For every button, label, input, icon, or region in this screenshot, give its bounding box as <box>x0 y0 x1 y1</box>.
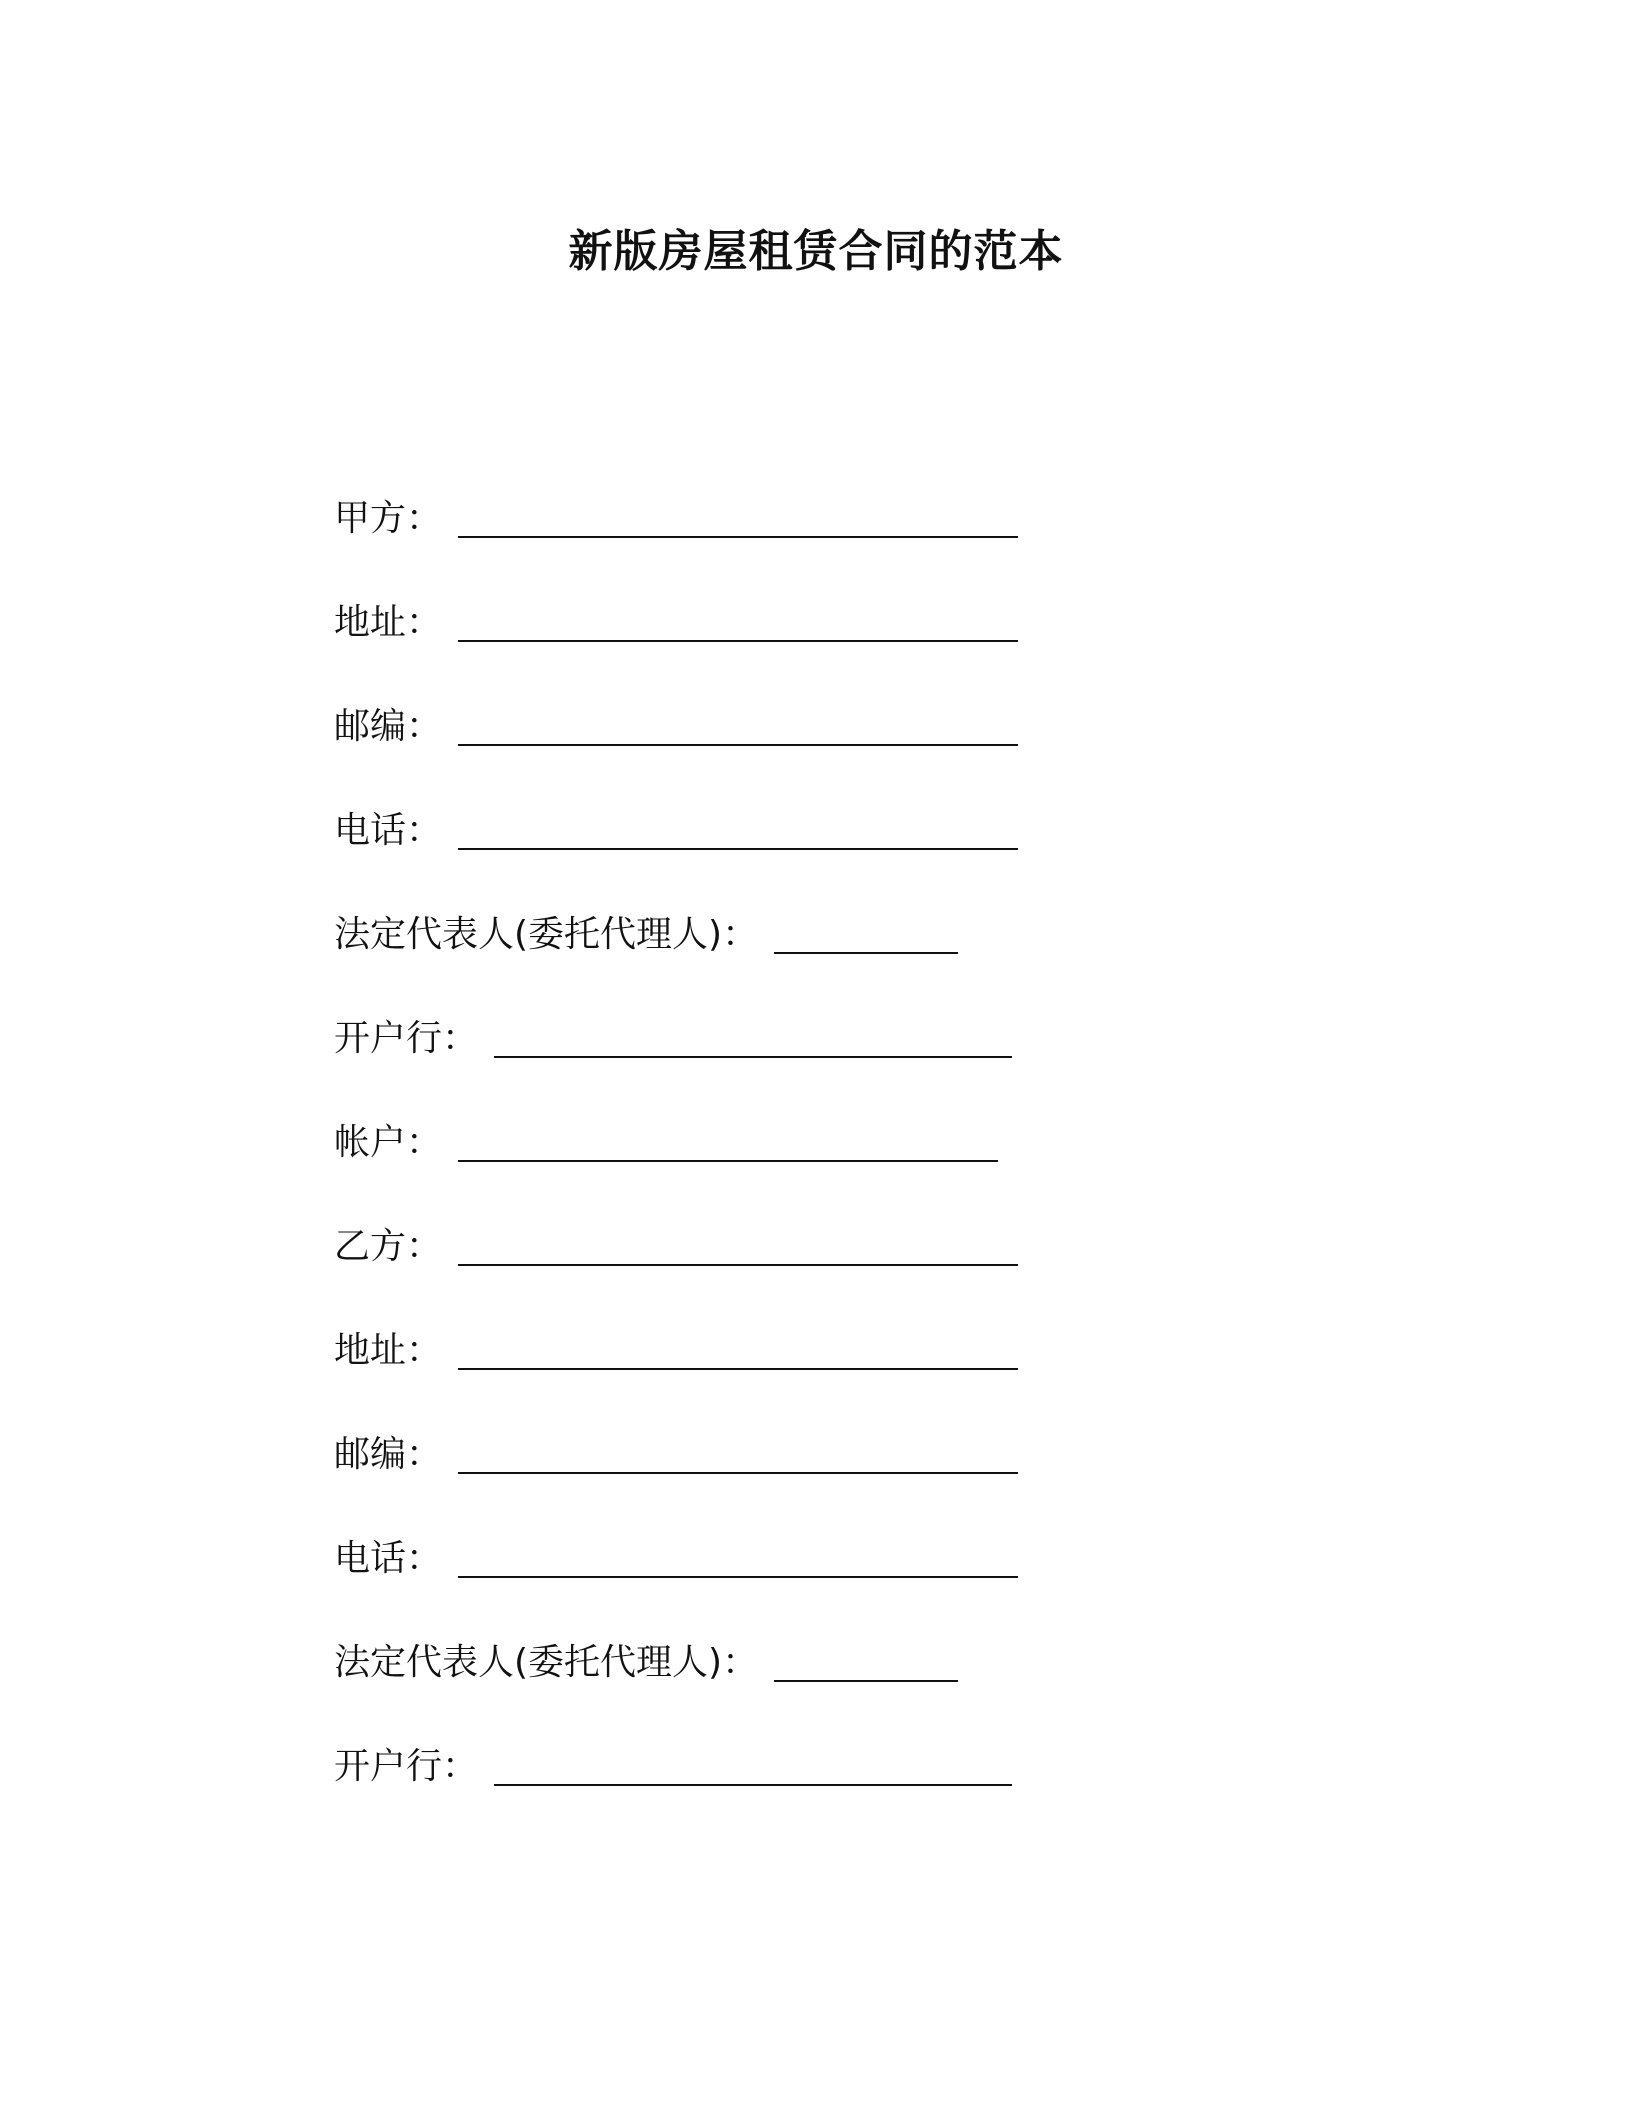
field-label: 乙方 <box>334 1226 407 1267</box>
field-colon: ： <box>406 1330 443 1371</box>
party-b-postcode-blank[interactable] <box>458 1430 1018 1474</box>
field-label: 法定代表人(委托代理人) <box>334 914 723 955</box>
document-title: 新版房屋租赁合同的范本 <box>568 226 1064 277</box>
party-a-representative-field <box>334 910 1234 1014</box>
field-label: 开户行 <box>334 1018 443 1059</box>
party-a-postcode-blank[interactable] <box>458 702 1018 746</box>
field-label: 开户行 <box>334 1746 443 1787</box>
party-a-field <box>334 494 1234 598</box>
party-b-bank-blank[interactable] <box>494 1742 1012 1786</box>
field-colon: ： <box>406 1122 443 1163</box>
party-b-phone-field <box>334 1534 1234 1638</box>
field-colon: ： <box>722 914 759 955</box>
party-a-address-blank[interactable] <box>458 598 1018 642</box>
party-a-bank-field <box>334 1014 1234 1118</box>
party-b-field <box>334 1222 1234 1326</box>
field-colon: ： <box>442 1018 479 1059</box>
party-b-blank[interactable] <box>458 1222 1018 1266</box>
party-a-representative-blank[interactable] <box>774 910 958 954</box>
party-a-phone-field <box>334 806 1234 910</box>
field-colon: ： <box>406 498 443 539</box>
field-label: 电话 <box>334 1538 407 1579</box>
field-colon: ： <box>406 602 443 643</box>
party-a-account-field <box>334 1118 1234 1222</box>
party-b-representative-field <box>334 1638 1234 1742</box>
field-label: 地址 <box>334 1330 407 1371</box>
field-colon: ： <box>722 1642 759 1683</box>
field-label: 帐户 <box>334 1122 407 1163</box>
field-label: 地址 <box>334 602 407 643</box>
party-a-account-blank[interactable] <box>458 1118 998 1162</box>
field-colon: ： <box>406 810 443 851</box>
party-a-postcode-field <box>334 702 1234 806</box>
party-b-address-blank[interactable] <box>458 1326 1018 1370</box>
field-colon: ： <box>406 706 443 747</box>
field-colon: ： <box>406 1226 443 1267</box>
party-a-blank[interactable] <box>458 494 1018 538</box>
field-label: 邮编 <box>334 706 407 747</box>
party-b-bank-field <box>334 1742 1234 1846</box>
field-colon: ： <box>406 1538 443 1579</box>
field-label: 邮编 <box>334 1434 407 1475</box>
party-a-bank-blank[interactable] <box>494 1014 1012 1058</box>
party-b-phone-blank[interactable] <box>458 1534 1018 1578</box>
party-a-phone-blank[interactable] <box>458 806 1018 850</box>
party-a-address-field <box>334 598 1234 702</box>
field-label: 甲方 <box>334 498 407 539</box>
field-colon: ： <box>406 1434 443 1475</box>
party-b-address-field <box>334 1326 1234 1430</box>
field-label: 电话 <box>334 810 407 851</box>
contract-fields <box>334 494 1234 1846</box>
field-colon: ： <box>442 1746 479 1787</box>
party-b-postcode-field <box>334 1430 1234 1534</box>
field-label: 法定代表人(委托代理人) <box>334 1642 723 1683</box>
party-b-representative-blank[interactable] <box>774 1638 958 1682</box>
